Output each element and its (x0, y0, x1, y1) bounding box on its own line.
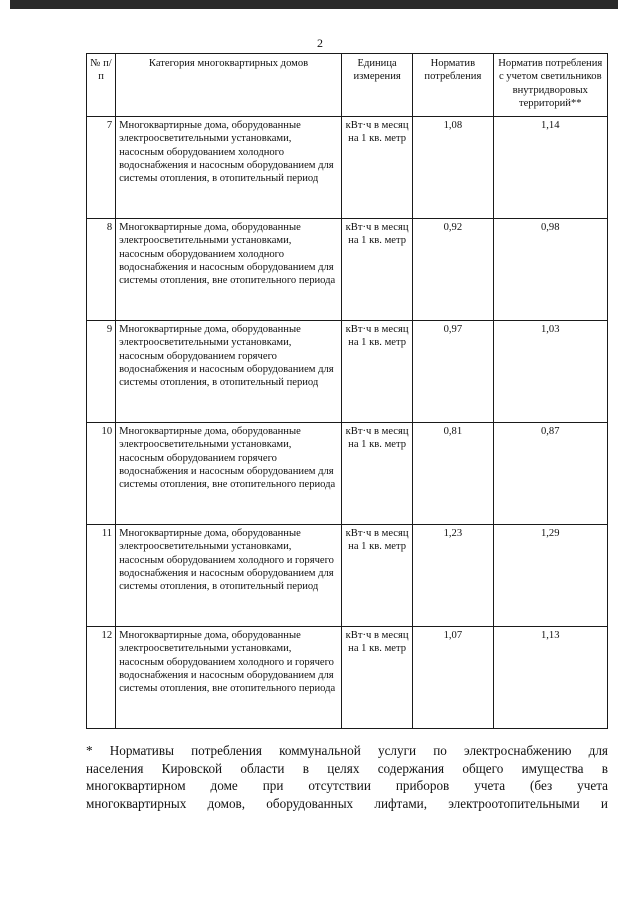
footnote-line: многоквартирных домов, оборудованных лифтами, электроотопительными и (86, 795, 608, 811)
row-num: 11 (87, 525, 116, 627)
footnote-line: многоквартирном доме при отсутствии приборов учета (без учета (86, 778, 608, 793)
row-unit: кВт·ч в месяц на 1 кв. метр (341, 423, 412, 525)
row-category: Многоквартирные дома, оборудованные электроосветительными установками, насосным оборудованием холодного и горячего водоснабжения и насосным оборудованием для системы отопления, вне отопительного периода (116, 627, 342, 729)
row-norm: 0,97 (413, 321, 493, 423)
row-unit: кВт·ч в месяц на 1 кв. метр (341, 525, 412, 627)
footnote (86, 742, 608, 812)
row-norm-with-lighting: 1,14 (493, 117, 607, 219)
page-number: 2 (317, 36, 323, 50)
row-unit: кВт·ч в месяц на 1 кв. метр (341, 627, 412, 729)
row-norm-with-lighting: 0,87 (493, 423, 607, 525)
row-category: Многоквартирные дома, оборудованные электроосветительными установками, насосным оборудованием холодного и горячего водоснабжения и насосным оборудованием для системы отопления, в отопительный период (116, 525, 342, 627)
consumption-norms-table (86, 53, 608, 729)
row-norm-with-lighting: 1,03 (493, 321, 607, 423)
row-norm-with-lighting: 0,98 (493, 219, 607, 321)
table-row (87, 219, 608, 321)
table-row (87, 117, 608, 219)
row-category: Многоквартирные дома, оборудованные электроосветительными установками, насосным оборудованием холодного водоснабжения и насосным оборудованием для системы отопления, в отопительный период (116, 117, 342, 219)
row-num: 7 (87, 117, 116, 219)
row-category: Многоквартирные дома, оборудованные электроосветительными установками, насосным оборудованием горячего водоснабжения и насосным оборудованием для системы отопления, в отопительный период (116, 321, 342, 423)
row-unit: кВт·ч в месяц на 1 кв. метр (341, 321, 412, 423)
row-norm: 0,81 (413, 423, 493, 525)
row-num: 10 (87, 423, 116, 525)
footnote-line: * Нормативы потребления коммунальной услуги по электроснабжению для (86, 743, 608, 758)
row-num: 8 (87, 219, 116, 321)
scan-top-border (10, 0, 618, 9)
row-norm: 1,23 (413, 525, 493, 627)
row-norm: 1,07 (413, 627, 493, 729)
row-category: Многоквартирные дома, оборудованные электроосветительными установками, насосным оборудованием холодного водоснабжения и насосным оборудованием для системы отопления, вне отопительного периода (116, 219, 342, 321)
table-header-row (87, 54, 608, 117)
row-unit: кВт·ч в месяц на 1 кв. метр (341, 117, 412, 219)
row-unit: кВт·ч в месяц на 1 кв. метр (341, 219, 412, 321)
table-row (87, 423, 608, 525)
header-norm-with-lighting: Норматив потребления с учетом светильников внутридворовых территорий** (493, 54, 607, 117)
header-norm: Норматив потребления (413, 54, 493, 117)
table-row (87, 525, 608, 627)
row-category: Многоквартирные дома, оборудованные электроосветительными установками, насосным оборудованием горячего водоснабжения и насосным оборудованием для системы отопления, вне отопительного периода (116, 423, 342, 525)
row-num: 12 (87, 627, 116, 729)
row-norm: 0,92 (413, 219, 493, 321)
footnote-line: населения Кировской области в целях содержания общего имущества в (86, 760, 608, 776)
row-norm-with-lighting: 1,29 (493, 525, 607, 627)
row-num: 9 (87, 321, 116, 423)
table-row (87, 627, 608, 729)
header-num: № п/п (87, 54, 116, 117)
header-category: Категория многоквартирных домов (116, 54, 342, 117)
table-row (87, 321, 608, 423)
row-norm-with-lighting: 1,13 (493, 627, 607, 729)
header-unit: Единица измерения (341, 54, 412, 117)
row-norm: 1,08 (413, 117, 493, 219)
